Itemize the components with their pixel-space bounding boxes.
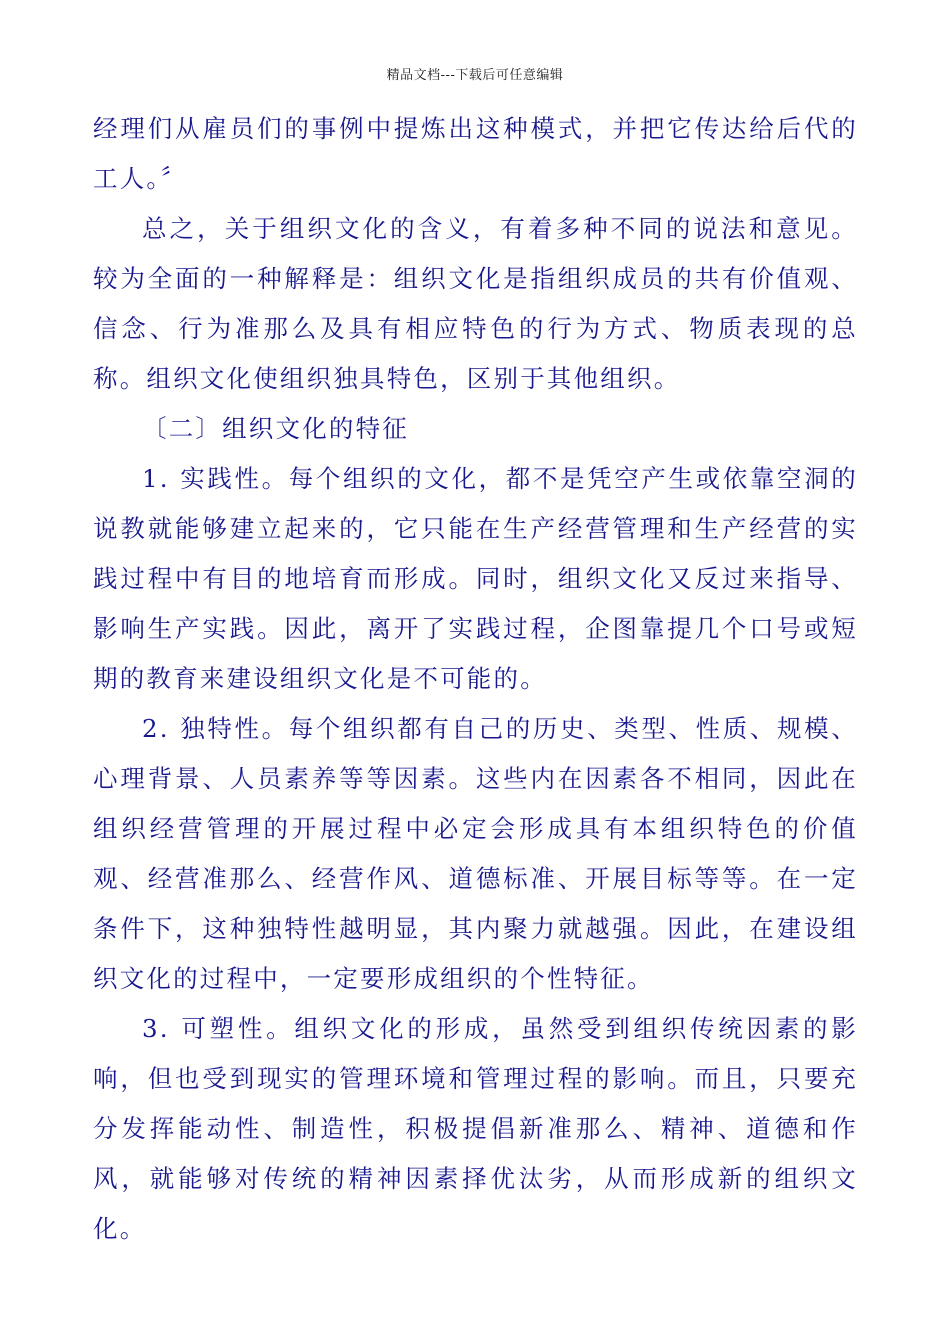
page-header: 精品文档---下载后可任意编辑 xyxy=(386,68,564,83)
section-heading-characteristics: 〔二〕组织文化的特征 xyxy=(142,414,409,443)
paragraph-practicality: 1. 实践性。每个组织的文化，都不是凭空产生或依靠空洞的说教就能够建立起来的，它只能在生产经营管理和生产经营的实践过程中有目的地培育而形成。同时，组织文化又反过来指导、影响生产实践。因此，离开了实践过程，企图靠提几个口号或短期的教育来建设组织文化是不可能的。 xyxy=(93,464,858,693)
paragraph-definition-summary: 总之，关于组织文化的含义，有着多种不同的说法和意见。较为全面的一种解释是：组织文化是指组织成员的共有价值观、信念、行为准那么及具有相应特色的行为方式、物质表现的总称。组织文化使组织独具特色，区别于其他组织。 xyxy=(93,214,858,393)
paragraph-uniqueness: 2. 独特性。每个组织都有自己的历史、类型、性质、规模、心理背景、人员素养等等因素。这些内在因素各不相同，因此在组织经营管理的开展过程中必定会形成具有本组织特色的价值观、经营准那么、经营作风、道德标准、开展目标等等。在一定条件下，这种独特性越明显，其内聚力就越强。因此，在建设组织文化的过程中，一定要形成组织的个性特征。 xyxy=(93,714,858,993)
document-body xyxy=(93,104,858,1254)
paragraph-continuation: 经理们从雇员们的事例中提炼出这种模式，并把它传达给后代的工人。〞 xyxy=(93,114,858,193)
paragraph-plasticity: 3. 可塑性。组织文化的形成，虽然受到组织传统因素的影响，但也受到现实的管理环境和管理过程的影响。而且，只要充分发挥能动性、制造性，积极提倡新准那么、精神、道德和作风，就能够对传统的精神因素择优汰劣，从而形成新的组织文化。 xyxy=(93,1014,858,1243)
